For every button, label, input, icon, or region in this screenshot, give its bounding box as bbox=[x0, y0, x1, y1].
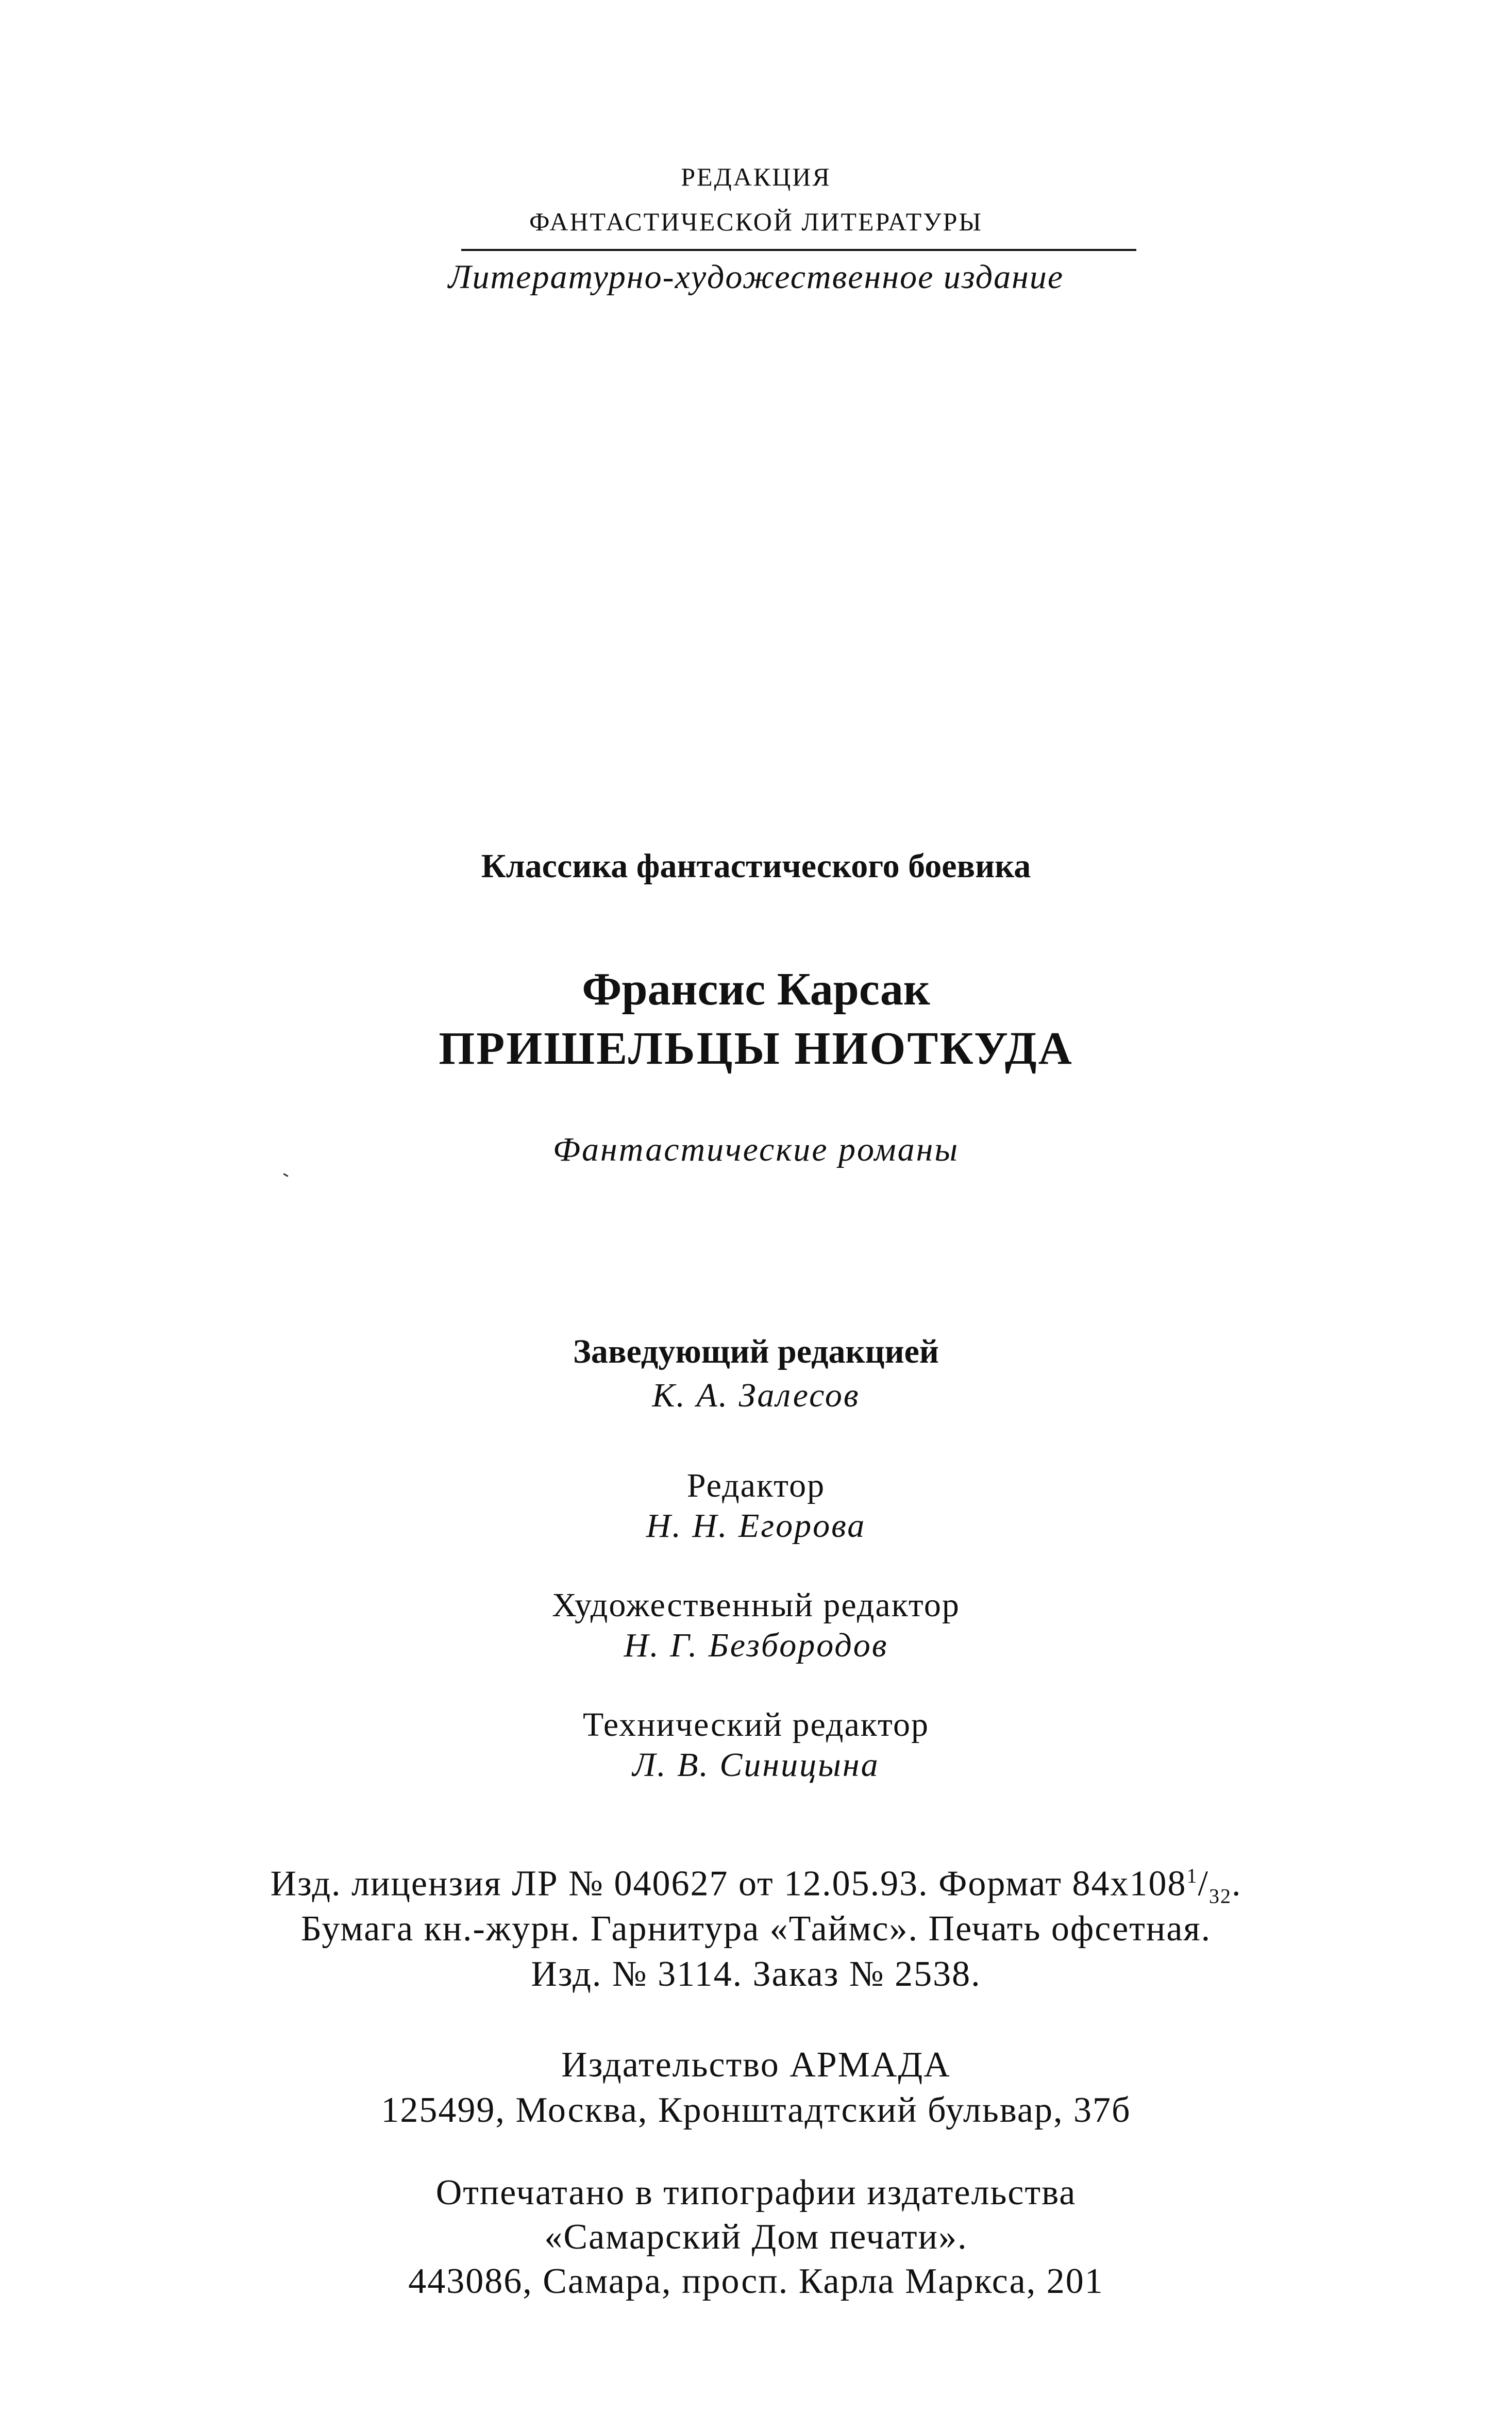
credit-name-editor: Н. Н. Егорова bbox=[646, 1507, 866, 1545]
edition-type: Литературно-художественное издание bbox=[448, 258, 1064, 296]
credit-name-chief: К. А. Залесов bbox=[652, 1377, 860, 1414]
imprint-order: Изд. № 3114. Заказ № 2538. bbox=[531, 1954, 981, 1994]
credit-role-chief: Заведующий редакцией bbox=[573, 1333, 939, 1370]
genre-label: Фантастические романы bbox=[552, 1131, 960, 1168]
printer-address: 443086, Самара, просп. Карла Маркса, 201 bbox=[408, 2261, 1104, 2301]
printer-line1: Отпечатано в типографии издательства bbox=[435, 2173, 1077, 2213]
publisher-department-line1: РЕДАКЦИЯ bbox=[681, 162, 831, 191]
header-divider bbox=[461, 249, 1136, 251]
imprint-paper: Бумага кн.-журн. Гарнитура «Таймс». Печать офсетная. bbox=[300, 1909, 1212, 1949]
imprint-license: Изд. лицензия ЛР № 040627 от 12.05.93. Формат $84x108^1/_{32}$. bbox=[270, 1864, 1242, 1908]
author-name: Франсис Карсак bbox=[582, 964, 930, 1015]
credit-role-editor: Редактор bbox=[686, 1467, 826, 1504]
publisher-department-line2: ФАНТАСТИЧЕСКОЙ ЛИТЕРАТУРЫ bbox=[529, 207, 983, 236]
book-title: ПРИШЕЛЬЦЫ НИОТКУДА bbox=[439, 1023, 1073, 1074]
publisher-name: Издательство АРМАДА bbox=[561, 2045, 951, 2085]
imprint-format-sup: 1 bbox=[1186, 1864, 1198, 1887]
credit-role-art-editor: Художественный редактор bbox=[552, 1586, 960, 1624]
credit-role-tech-editor: Технический редактор bbox=[583, 1706, 929, 1744]
series-title: Классика фантастического боевика bbox=[481, 847, 1031, 885]
credit-name-tech-editor: Л. В. Синицына bbox=[632, 1746, 880, 1784]
credit-name-art-editor: Н. Г. Безбородов bbox=[624, 1627, 888, 1664]
imprint-format-sub: 32 bbox=[1208, 1884, 1232, 1908]
imprint-license-text: Изд. лицензия ЛР № 040627 от 12.05.93. Формат 84x108 bbox=[270, 1864, 1187, 1904]
stray-mark bbox=[281, 1173, 288, 1180]
printer-line2: «Самарский Дом печати». bbox=[544, 2217, 968, 2257]
publisher-address: 125499, Москва, Кронштадтский бульвар, 37б bbox=[381, 2090, 1131, 2130]
